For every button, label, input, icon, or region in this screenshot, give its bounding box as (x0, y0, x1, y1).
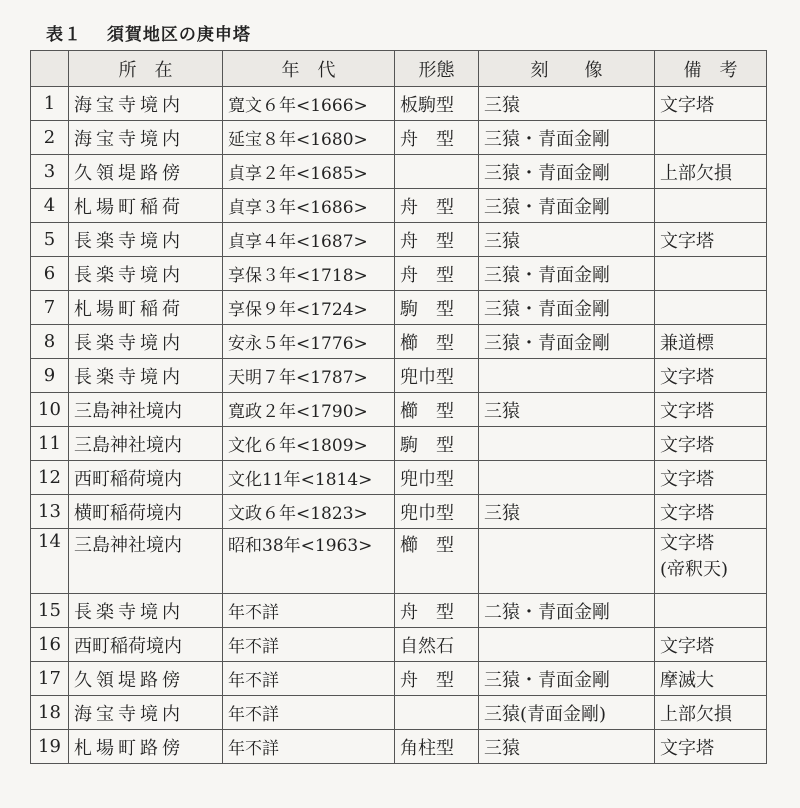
cell-index (31, 87, 69, 121)
cell-image-text: 三猿・青面金剛 (484, 264, 610, 286)
cell-note (655, 121, 767, 155)
cell-note (655, 696, 767, 730)
cell-location (69, 189, 223, 223)
cell-note (655, 628, 767, 662)
caption-title: 須賀地区の庚申塔 (106, 25, 251, 45)
cell-location (69, 325, 223, 359)
cell-index-text: 15 (38, 600, 61, 621)
cell-location (69, 291, 223, 325)
cell-shape (395, 393, 479, 427)
cell-note (655, 461, 767, 495)
cell-index-text: 3 (43, 161, 56, 182)
cell-image (479, 529, 655, 594)
cell-index-text: 8 (43, 331, 56, 352)
cell-image (479, 189, 655, 223)
cell-year-text: 享保９年<1724> (228, 300, 368, 320)
table-row (31, 628, 767, 662)
cell-note (655, 291, 767, 325)
cell-year-text: 安永５年<1776> (228, 334, 368, 354)
cell-year (223, 359, 395, 393)
cell-shape-text: 櫛 型 (400, 332, 454, 354)
cell-location-text: 海宝寺境内 (74, 703, 184, 725)
cell-year-text: 年不詳 (228, 671, 279, 691)
cell-location (69, 594, 223, 628)
cell-shape (395, 628, 479, 662)
cell-index (31, 461, 69, 495)
cell-index-text: 5 (43, 229, 56, 250)
cell-shape-text: 兜巾型 (400, 468, 454, 490)
cell-shape (395, 325, 479, 359)
cell-shape (395, 189, 479, 223)
cell-note-text: 兼道標 (660, 332, 714, 354)
cell-index-text: 11 (38, 433, 61, 454)
cell-location (69, 529, 223, 594)
cell-year (223, 628, 395, 662)
cell-year (223, 662, 395, 696)
cell-image (479, 628, 655, 662)
cell-index-text: 16 (38, 634, 61, 655)
cell-location-text: 長楽寺境内 (74, 332, 184, 354)
cell-year-text: 年不詳 (228, 637, 279, 657)
cell-shape (395, 662, 479, 696)
cell-shape (395, 223, 479, 257)
cell-index (31, 696, 69, 730)
cell-shape-text: 駒 型 (400, 298, 454, 320)
cell-year-text: 文化６年<1809> (228, 436, 368, 456)
header-year: 年 代 (223, 51, 395, 87)
cell-image (479, 257, 655, 291)
table-caption (46, 20, 251, 45)
cell-note-text: 摩滅大 (660, 669, 714, 691)
cell-location (69, 393, 223, 427)
cell-note (655, 393, 767, 427)
table-row (31, 155, 767, 189)
cell-location-text: 長楽寺境内 (74, 366, 184, 388)
cell-shape-text: 板駒型 (400, 94, 454, 116)
cell-note (655, 427, 767, 461)
cell-year (223, 155, 395, 189)
cell-location-text: 札場町稲荷 (74, 298, 184, 320)
cell-index (31, 359, 69, 393)
cell-year-text: 年不詳 (228, 603, 279, 623)
cell-location (69, 662, 223, 696)
cell-image (479, 155, 655, 189)
cell-image-text: 三猿・青面金剛 (484, 332, 610, 354)
cell-shape-text: 兜巾型 (400, 366, 454, 388)
cell-location (69, 87, 223, 121)
cell-shape (395, 87, 479, 121)
cell-index (31, 730, 69, 764)
cell-shape (395, 427, 479, 461)
cell-image (479, 495, 655, 529)
cell-note-text: 上部欠損 (660, 703, 732, 725)
header-location: 所 在 (69, 51, 223, 87)
cell-note (655, 189, 767, 223)
cell-shape (395, 696, 479, 730)
cell-note (655, 529, 767, 594)
cell-note-text: 文字塔 (660, 230, 714, 252)
cell-image-text: 三猿・青面金剛 (484, 196, 610, 218)
cell-location (69, 121, 223, 155)
cell-year (223, 325, 395, 359)
cell-index-text: 12 (38, 467, 61, 488)
cell-image-text: 三猿・青面金剛 (484, 298, 610, 320)
cell-note-text: 文字塔 (660, 502, 714, 524)
table-row (31, 257, 767, 291)
cell-image-text: 三猿 (484, 230, 520, 252)
cell-location (69, 461, 223, 495)
cell-location (69, 427, 223, 461)
cell-location-text: 三島神社境内 (74, 535, 182, 556)
cell-shape-text: 舟 型 (400, 601, 454, 623)
cell-year-text: 文政６年<1823> (228, 504, 368, 524)
cell-shape-text: 舟 型 (400, 196, 454, 218)
cell-note-text: 文字塔 (660, 434, 714, 456)
table-row (31, 325, 767, 359)
cell-image (479, 121, 655, 155)
cell-image-text: 三猿 (484, 502, 520, 524)
cell-year (223, 730, 395, 764)
table-row (31, 223, 767, 257)
cell-index (31, 257, 69, 291)
cell-note-text: 文字塔 (660, 366, 714, 388)
cell-note-text: 文字塔 (660, 533, 714, 554)
table-row (31, 359, 767, 393)
cell-location-text: 西町稲荷境内 (74, 635, 182, 657)
cell-index (31, 223, 69, 257)
cell-shape-text: 駒 型 (400, 434, 454, 456)
cell-year (223, 696, 395, 730)
cell-image-text: 二猿・青面金剛 (484, 601, 610, 623)
cell-year-text: 天明７年<1787> (228, 368, 368, 388)
cell-index-text: 4 (43, 195, 56, 216)
table-row (31, 696, 767, 730)
cell-location-text: 三島神社境内 (74, 400, 182, 422)
cell-note (655, 662, 767, 696)
cell-shape (395, 121, 479, 155)
cell-index-text: 6 (43, 263, 56, 284)
table-row (31, 461, 767, 495)
cell-shape (395, 291, 479, 325)
cell-year-text: 年不詳 (228, 705, 279, 725)
cell-index (31, 628, 69, 662)
cell-year (223, 461, 395, 495)
cell-index-text: 19 (38, 736, 61, 757)
cell-year (223, 257, 395, 291)
cell-location-text: 西町稲荷境内 (74, 468, 182, 490)
cell-year-text: 寛文６年<1666> (228, 96, 368, 116)
cell-year-text: 貞享３年<1686> (228, 198, 368, 218)
cell-image (479, 427, 655, 461)
cell-note (655, 87, 767, 121)
table-row (31, 291, 767, 325)
cell-note (655, 325, 767, 359)
table-row (31, 594, 767, 628)
cell-index-text: 9 (43, 365, 56, 386)
cell-index (31, 393, 69, 427)
table-row (31, 662, 767, 696)
cell-shape-text: 舟 型 (400, 128, 454, 150)
cell-shape (395, 594, 479, 628)
cell-year-text: 享保３年<1718> (228, 266, 368, 286)
cell-image-text: 三猿・青面金剛 (484, 669, 610, 691)
cell-index (31, 155, 69, 189)
koshinto-table (30, 50, 767, 764)
cell-index-text: 2 (43, 127, 56, 148)
cell-location-text: 長楽寺境内 (74, 601, 184, 623)
cell-note (655, 359, 767, 393)
cell-image (479, 223, 655, 257)
cell-year-text: 貞享４年<1687> (228, 232, 368, 252)
cell-note (655, 155, 767, 189)
cell-shape (395, 359, 479, 393)
cell-index-text: 18 (38, 702, 61, 723)
cell-note-subtext: (帝釈天) (660, 559, 729, 580)
cell-year (223, 223, 395, 257)
cell-shape-text: 兜巾型 (400, 502, 454, 524)
cell-index (31, 121, 69, 155)
cell-shape-text: 舟 型 (400, 264, 454, 286)
cell-shape-text: 櫛 型 (400, 535, 454, 556)
table-row (31, 730, 767, 764)
cell-index (31, 291, 69, 325)
cell-index-text: 17 (38, 668, 61, 689)
cell-year-text: 年不詳 (228, 739, 279, 759)
cell-location (69, 155, 223, 189)
cell-note-text: 上部欠損 (660, 162, 732, 184)
cell-year (223, 189, 395, 223)
cell-location (69, 628, 223, 662)
table-row (31, 189, 767, 223)
cell-location-text: 札場町稲荷 (74, 196, 184, 218)
cell-year (223, 87, 395, 121)
cell-shape-text: 舟 型 (400, 230, 454, 252)
cell-location-text: 長楽寺境内 (74, 264, 184, 286)
cell-location-text: 長楽寺境内 (74, 230, 184, 252)
cell-location (69, 495, 223, 529)
cell-image-text: 三猿 (484, 94, 520, 116)
cell-note-text: 文字塔 (660, 468, 714, 490)
caption-number: 表１ (46, 25, 82, 45)
cell-location-text: 横町稲荷境内 (74, 502, 182, 524)
cell-shape (395, 730, 479, 764)
cell-note-text: 文字塔 (660, 400, 714, 422)
cell-shape (395, 495, 479, 529)
cell-index (31, 594, 69, 628)
cell-location (69, 696, 223, 730)
cell-note-text: 文字塔 (660, 94, 714, 116)
header-index (31, 51, 69, 87)
cell-location-text: 久領堤路傍 (74, 669, 184, 691)
header-shape: 形態 (395, 51, 479, 87)
table-row (31, 393, 767, 427)
header-image: 刻 像 (479, 51, 655, 87)
cell-image-text: 三猿・青面金剛 (484, 162, 610, 184)
cell-index (31, 325, 69, 359)
header-note: 備 考 (655, 51, 767, 87)
cell-year (223, 594, 395, 628)
cell-index-text: 7 (43, 297, 56, 318)
cell-location-text: 札場町路傍 (74, 737, 184, 759)
cell-note-text: 文字塔 (660, 635, 714, 657)
cell-year (223, 121, 395, 155)
cell-index-text: 1 (43, 93, 56, 114)
cell-index (31, 189, 69, 223)
cell-note (655, 594, 767, 628)
cell-image (479, 359, 655, 393)
cell-index-text: 10 (38, 399, 61, 420)
cell-location-text: 海宝寺境内 (74, 128, 184, 150)
cell-note (655, 495, 767, 529)
cell-year (223, 495, 395, 529)
cell-shape-text: 自然石 (400, 635, 454, 657)
cell-image (479, 662, 655, 696)
cell-shape-text: 舟 型 (400, 669, 454, 691)
cell-image-text: 三猿 (484, 737, 520, 759)
cell-shape-text: 櫛 型 (400, 400, 454, 422)
cell-shape (395, 529, 479, 594)
cell-location-text: 久領堤路傍 (74, 162, 184, 184)
cell-index (31, 662, 69, 696)
cell-year-text: 寛政２年<1790> (228, 402, 368, 422)
cell-year (223, 291, 395, 325)
cell-image (479, 461, 655, 495)
table-row (31, 529, 767, 594)
cell-shape (395, 155, 479, 189)
cell-shape-text: 角柱型 (400, 737, 454, 759)
table-row (31, 495, 767, 529)
cell-year (223, 427, 395, 461)
cell-image-text: 三猿 (484, 400, 520, 422)
cell-location (69, 223, 223, 257)
cell-index (31, 529, 69, 594)
cell-note (655, 730, 767, 764)
table-row (31, 121, 767, 155)
cell-note-text: 文字塔 (660, 737, 714, 759)
cell-year-text: 貞享２年<1685> (228, 164, 368, 184)
cell-year-text: 昭和38年<1963> (228, 536, 373, 556)
cell-location-text: 海宝寺境内 (74, 94, 184, 116)
cell-image (479, 730, 655, 764)
cell-image (479, 291, 655, 325)
cell-image (479, 594, 655, 628)
cell-image (479, 696, 655, 730)
header-row (31, 51, 767, 87)
cell-location (69, 359, 223, 393)
table-row (31, 87, 767, 121)
cell-year-text: 延宝８年<1680> (228, 130, 368, 150)
cell-shape (395, 461, 479, 495)
cell-year (223, 393, 395, 427)
cell-image-text: 三猿・青面金剛 (484, 128, 610, 150)
cell-index-text: 14 (38, 531, 61, 552)
cell-image (479, 325, 655, 359)
cell-note (655, 257, 767, 291)
cell-image (479, 393, 655, 427)
cell-index (31, 495, 69, 529)
cell-location-text: 三島神社境内 (74, 434, 182, 456)
cell-location (69, 730, 223, 764)
cell-location (69, 257, 223, 291)
cell-note (655, 223, 767, 257)
cell-year (223, 529, 395, 594)
cell-image-text: 三猿(青面金剛) (484, 703, 607, 725)
table-row (31, 427, 767, 461)
cell-index (31, 427, 69, 461)
cell-shape (395, 257, 479, 291)
cell-year-text: 文化11年<1814> (228, 470, 373, 490)
cell-index-text: 13 (38, 501, 61, 522)
cell-image (479, 87, 655, 121)
